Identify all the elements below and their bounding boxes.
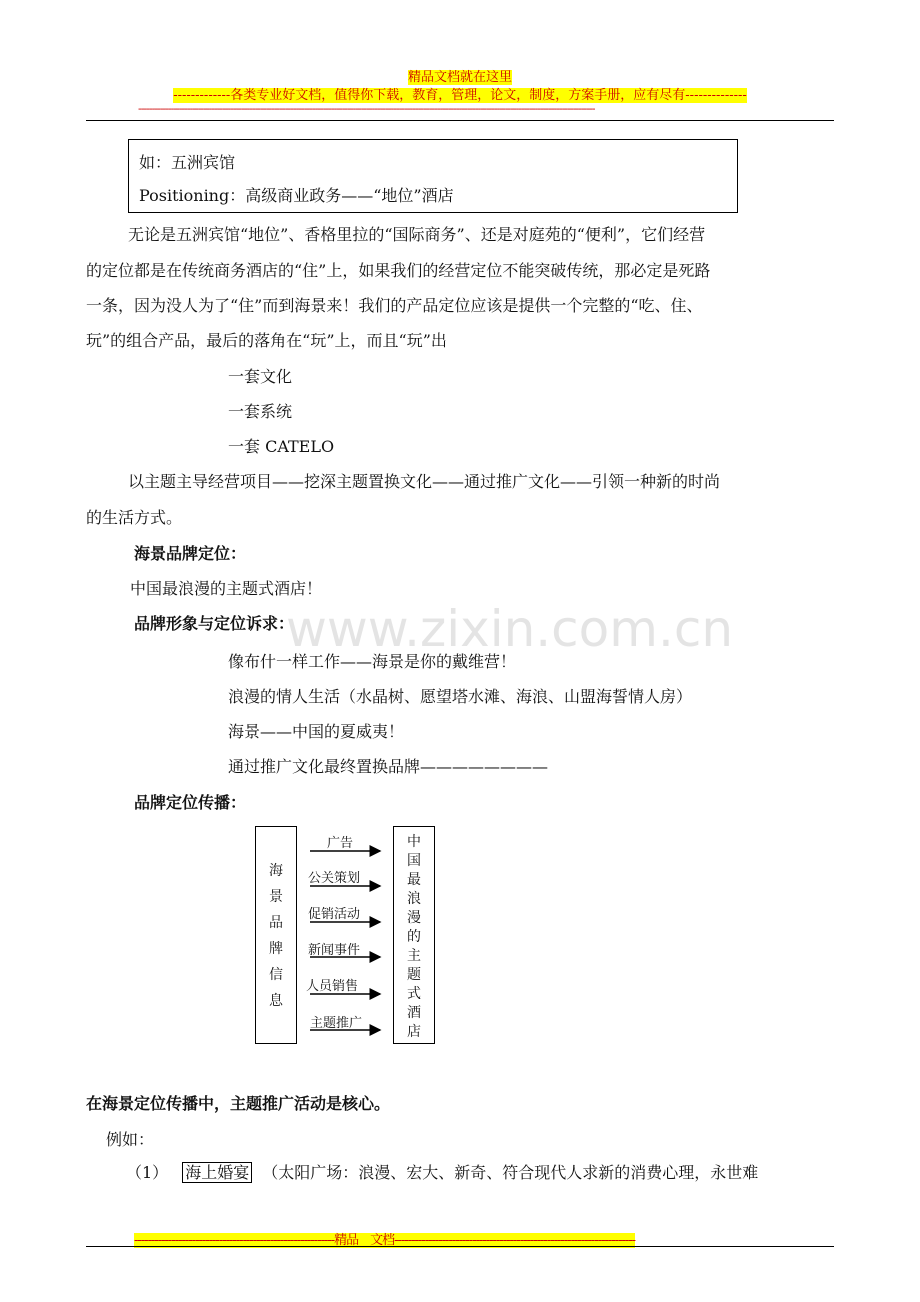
example-description: （太阳广场：浪漫、宏大、新奇、符合现代人求新的消费心理，永世难 xyxy=(262,1163,759,1182)
list1-item: 一套 CATELO xyxy=(228,437,335,456)
example-label: 例如： xyxy=(106,1130,155,1149)
diagram-target-box xyxy=(393,826,435,1044)
para1-line-3: 一条，因为没人为了“住”而到海景来！我们的产品定位应该是提供一个完整的“吃、住、 xyxy=(86,296,703,315)
header-dash-line: ------------------------------------------------------------------------------------------------------------------------------------------------------------------------ xyxy=(138,102,595,115)
arrow-label-theme: 主题推广 xyxy=(310,1016,363,1031)
arrow-label-ads: 广告 xyxy=(327,836,354,851)
header-rule xyxy=(86,120,834,121)
diagram-source-label: 海景品牌信息 xyxy=(269,863,283,1009)
heading-brand-communication: 品牌定位传播： xyxy=(134,793,247,812)
example-number: （1） xyxy=(126,1163,169,1182)
example-boxed-term: 海上婚宴 xyxy=(182,1162,252,1183)
box-line-2: Positioning：高级商业政务——“地位”酒店 xyxy=(139,186,454,205)
diagram-arrows xyxy=(300,826,392,1042)
para2-line-2: 的生活方式。 xyxy=(86,508,183,527)
header-title: 精品文档就在这里 xyxy=(407,70,512,85)
footer-rule xyxy=(86,1246,834,1247)
para2-line-1: 以主题主导经营项目——挖深主题置换文化——通过推广文化——引领一种新的时尚 xyxy=(128,472,721,491)
list2-item: 海景——中国的夏威夷！ xyxy=(228,722,405,741)
arrow-label-pr: 公关策划 xyxy=(308,871,361,886)
list1-item: 一套系统 xyxy=(228,402,293,421)
header-subtitle: -------------各类专业好文档，值得你下载，教育，管理，论文，制度，方案手册，应有尽有-------------- xyxy=(173,88,747,103)
box-line-1: 如：五洲宾馆 xyxy=(139,153,236,172)
para1-line-4: 玩”的组合产品，最后的落角在“玩”上，而且“玩”出 xyxy=(86,331,447,350)
arrow-label-promotion: 促销活动 xyxy=(308,907,361,922)
footer-line: -----------------------------------------------------------精品 文档----------------------------------------------------------------------- xyxy=(134,1233,636,1248)
list2-item: 像布什一样工作——海景是你的戴维营！ xyxy=(228,652,517,671)
list2-item: 通过推广文化最终置换品牌———————— xyxy=(228,757,549,776)
diagram-target-label: 中国最浪漫的主题式酒店 xyxy=(407,834,421,1040)
heading-brand-positioning: 海景品牌定位： xyxy=(134,544,247,563)
watermark: www.zixin.com.cn xyxy=(286,600,734,658)
list2-item: 浪漫的情人生活（水晶树、愿望塔水滩、海浪、山盟海誓情人房） xyxy=(228,687,693,706)
example-box xyxy=(128,139,738,213)
para1-line-1: 无论是五洲宾馆“地位”、香格里拉的“国际商务”、还是对庭苑的“便利”，它们经营 xyxy=(128,225,706,244)
arrow-label-news: 新闻事件 xyxy=(308,943,361,958)
diagram-source-box xyxy=(255,826,297,1044)
example-1 xyxy=(126,1163,758,1183)
heading-brand-image: 品牌形象与定位诉求： xyxy=(134,614,295,633)
list1-item: 一套文化 xyxy=(228,367,293,386)
heading-core: 在海景定位传播中，主题推广活动是核心。 xyxy=(86,1094,391,1113)
brand-statement: 中国最浪漫的主题式酒店！ xyxy=(130,579,323,598)
para1-line-2: 的定位都是在传统商务酒店的“住”上，如果我们的经营定位不能突破传统，那必定是死路 xyxy=(86,261,711,280)
arrow-label-sales: 人员销售 xyxy=(306,979,359,994)
